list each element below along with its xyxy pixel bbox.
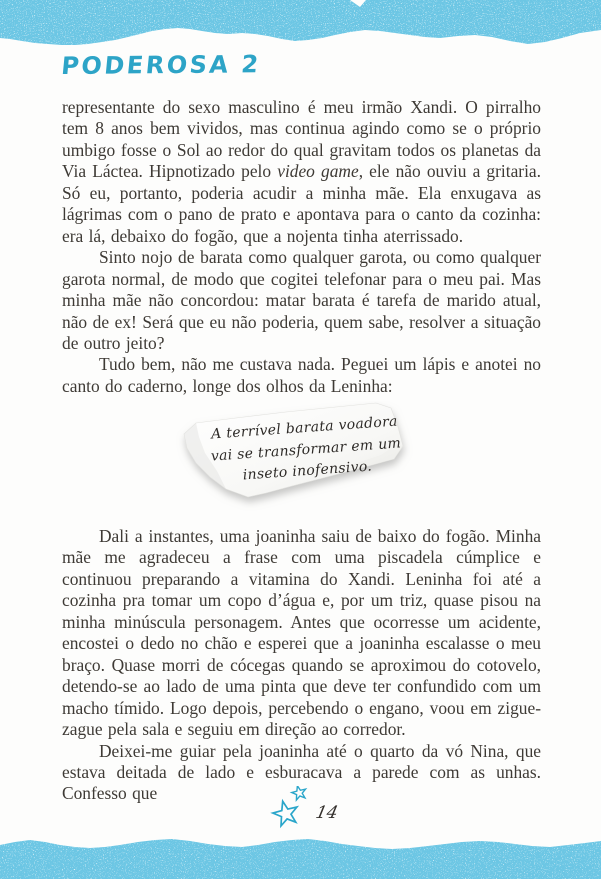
paragraph-5: Deixei-me guiar pela joaninha até o quarto da vó Nina, que estava deitada de lado e esburacava a parede com as unhas. Confesso que — [62, 740, 541, 804]
paragraph-1-italic: video game — [277, 161, 359, 182]
note-line-3: inseto inofensivo. — [241, 458, 373, 484]
paragraph-3: Tudo bem, não me custava nada. Peguei um lápis e anotei no canto do caderno, longe dos olhos da Leninha: — [62, 354, 541, 396]
paragraph-1 — [62, 97, 541, 247]
paragraph-1-text: representante do sexo masculino é meu irmão Xandi. O pirralho tem 8 anos bem vividos, mas continua agindo como se o próprio umbigo fosse o Sol ao redor do qual gravitam todos os planetas da Via Láctea. Hipnotizado pelo — [62, 97, 541, 182]
note-line-1: A terrível barata voadora — [210, 413, 398, 443]
torn-paper-note — [176, 401, 426, 517]
page-footer — [0, 786, 601, 832]
chapter-title: PODEROSA 2 — [60, 50, 262, 80]
page-text-upper — [62, 97, 541, 397]
paragraph-1-text-end: , ele não ouviu a gritaria. Só eu, portanto, poderia acudir a minha mãe. Ela enxugava as lágrimas com o pano de prato e apontava para o canto da cozinha: era lá, debaixo do fogão, que a nojenta tinha aterrissado. — [62, 161, 541, 246]
paragraph-4: Dali a instantes, uma joaninha saiu de baixo do fogão. Minha mãe me agradeceu a frase com uma piscadela cúmplice e continuou preparando a vitamina do Xandi. Leninha foi até a cozinha pra tomar um copo d’água e, por um triz, quase pisou na minha minúscula personagem. Antes que ocorresse um acidente, encostei o dedo no chão e esperei que a joaninha escalasse o meu braço. Quase morri de cócegas quando se aproximou do cotovelo, detendo-se ao lado de uma pinta que deve ter confundido com um macho tímido. Logo depois, percebendo o engano, voou em zigue-zague pela sala e seguiu em direção ao corredor. — [62, 526, 541, 740]
star-doodle-icon — [263, 786, 315, 832]
note-line-2: vai se transformar em um — [209, 434, 402, 465]
bottom-torn-band — [0, 835, 601, 879]
page-text-lower — [62, 526, 541, 805]
note-container — [0, 401, 601, 517]
page-number: 14 — [314, 803, 340, 823]
top-torn-band — [0, 0, 601, 52]
paragraph-2: Sinto nojo de barata como qualquer garota, ou como qualquer garota normal, de modo que cogitei telefonar para o meu pai. Mas minha mãe não concordou: matar barata é tarefa de marido atual, não de ex! Será que eu não poderia, quem sabe, resolver a situação de outro jeito? — [62, 247, 541, 353]
